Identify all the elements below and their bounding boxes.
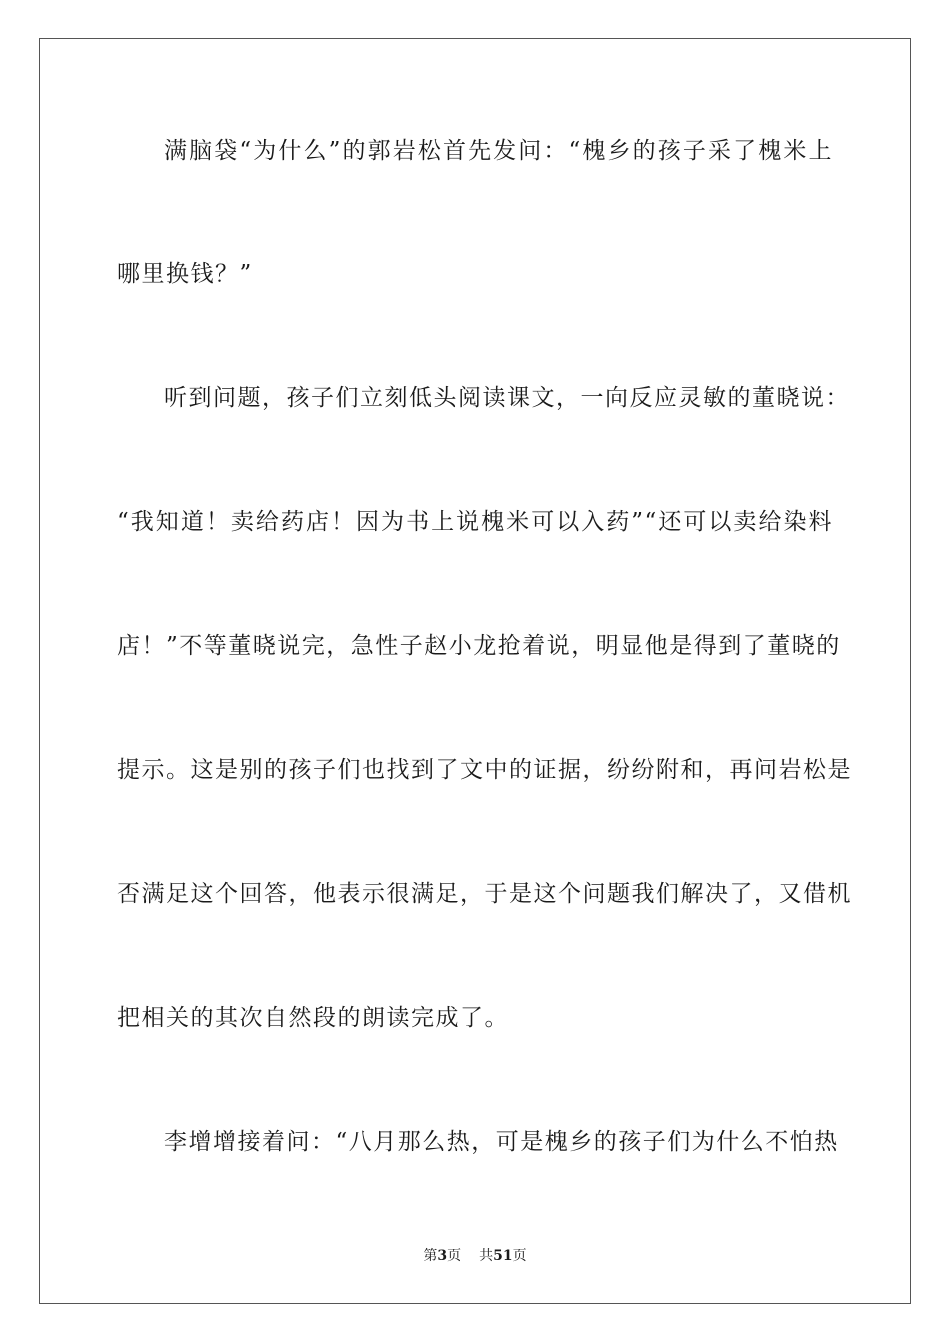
text-line-8: 把相关的其次自然段的朗读完成了。 [117, 1005, 509, 1031]
text-line-9: 李增增接着问：“八月那么热，可是槐乡的孩子们为什么不怕热 [164, 1129, 839, 1155]
total-suffix: 页 [512, 1248, 527, 1264]
text-line-5: 店！”不等董晓说完，急性子赵小龙抢着说，明显他是得到了董晓的 [117, 633, 841, 659]
page-suffix: 页 [447, 1248, 462, 1264]
page-frame [39, 38, 911, 1304]
total-pages: 51 [493, 1248, 513, 1264]
page-footer [0, 1247, 950, 1265]
text-line-3: 听到问题，孩子们立刻低头阅读课文，一向反应灵敏的董晓说： [164, 385, 850, 411]
page-prefix: 第 [423, 1248, 438, 1264]
text-line-1: 满脑袋“为什么”的郭岩松首先发问：“槐乡的孩子采了槐米上 [164, 138, 833, 164]
page-number: 3 [437, 1248, 448, 1264]
text-line-2: 哪里换钱？” [117, 261, 253, 287]
text-line-6: 提示。这是别的孩子们也找到了文中的证据，纷纷附和，再问岩松是 [117, 757, 852, 783]
total-prefix: 共 [479, 1248, 494, 1264]
text-line-4: “我知道！卖给药店！因为书上说槐米可以入药”“还可以卖给染料 [117, 509, 833, 535]
text-line-7: 否满足这个回答，他表示很满足，于是这个问题我们解决了，又借机 [117, 881, 852, 907]
